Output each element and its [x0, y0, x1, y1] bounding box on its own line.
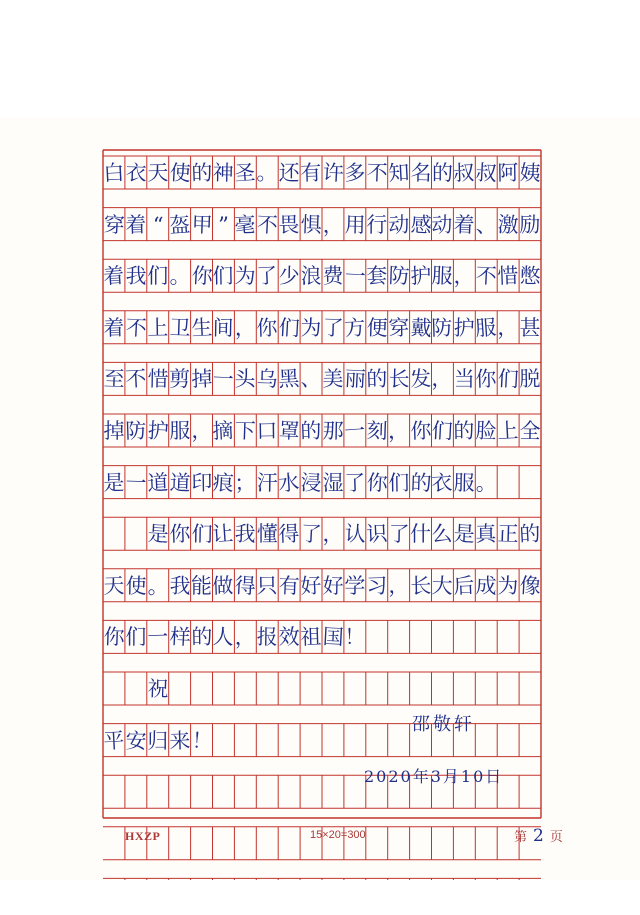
handwritten-char: 间	[212, 315, 235, 340]
handwritten-char: 认	[344, 521, 366, 547]
handwritten-char: 你	[256, 315, 279, 341]
handwritten-char: 们	[190, 522, 213, 547]
page-indicator	[514, 826, 563, 846]
handwritten-char: 服	[474, 315, 498, 341]
handwritten-char: 毫	[234, 212, 257, 237]
handwritten-char: 归	[147, 728, 169, 753]
handwritten-char: ”	[218, 212, 229, 237]
handwritten-char: 姨	[519, 160, 542, 186]
handwritten-char: 惜	[147, 367, 169, 392]
handwritten-char: 有	[278, 573, 301, 599]
letter-line	[0, 875, 640, 915]
handwritten-char: 衣	[431, 470, 454, 496]
handwritten-char: 效	[278, 625, 300, 650]
handwritten-char: ，	[431, 367, 454, 392]
handwritten-char: 了	[300, 521, 323, 547]
handwritten-char: 你	[168, 521, 191, 547]
handwritten-char: 不	[124, 366, 147, 392]
handwritten-char: 头	[234, 367, 256, 392]
handwritten-char: 了	[387, 522, 410, 547]
handwritten-char: 甚	[519, 315, 541, 340]
handwritten-char: 甲	[190, 212, 213, 237]
handwritten-char: 大	[431, 573, 454, 599]
handwritten-char: 畏	[278, 212, 300, 237]
handwritten-char: 穿	[387, 315, 410, 340]
handwritten-char: 一	[212, 366, 235, 392]
handwritten-char: 好	[299, 573, 322, 599]
handwritten-char: 。	[256, 160, 279, 186]
handwritten-char: 真	[475, 522, 497, 547]
handwritten-char: 的	[300, 418, 322, 444]
handwritten-char: 、	[300, 367, 323, 392]
handwritten-char: 不	[256, 212, 279, 238]
handwritten-char: ，	[234, 315, 256, 340]
handwritten-char: 使	[125, 573, 147, 598]
handwritten-char: 当	[453, 367, 475, 392]
handwritten-char: 丽	[343, 366, 367, 392]
handwritten-char: 刻	[365, 418, 388, 444]
handwritten-char: 还	[278, 161, 300, 185]
handwritten-char: 脸	[475, 418, 498, 444]
handwritten-char: 惧	[300, 212, 323, 237]
handwritten-char: 你	[475, 367, 498, 392]
handwritten-char: 阿	[497, 160, 519, 186]
handwritten-char: ，	[453, 264, 475, 289]
handwritten-char: 什	[410, 522, 432, 547]
handwritten-char: 的	[190, 625, 213, 650]
handwritten-char: 我	[125, 263, 147, 289]
handwritten-char: ！	[190, 728, 213, 754]
handwritten-char: 们	[387, 470, 410, 495]
handwritten-char: 服	[453, 470, 476, 495]
handwritten-char: 你	[103, 625, 125, 650]
handwritten-char: 护	[453, 315, 476, 340]
letter-date: 2020年3月10日	[364, 767, 504, 786]
handwritten-char: 白	[102, 160, 125, 186]
handwritten-char: 多	[344, 160, 366, 186]
handwritten-char: 水	[277, 469, 301, 496]
handwritten-char: 么	[431, 521, 454, 547]
page-number: 2	[533, 826, 544, 846]
handwritten-char: 口	[256, 418, 278, 444]
handwritten-char: 防	[124, 418, 147, 444]
handwritten-char: 长	[387, 367, 410, 392]
handwritten-char: 我	[168, 573, 191, 599]
handwritten-char: 湿	[322, 470, 344, 495]
handwritten-char: 着	[453, 212, 476, 237]
handwritten-char: 们	[212, 264, 235, 289]
handwritten-char: 识	[365, 521, 388, 547]
handwritten-char: 浸	[300, 470, 323, 495]
handwritten-char: 一	[343, 263, 367, 289]
handwritten-char: 圣	[233, 160, 257, 186]
handwritten-char: 黑	[277, 366, 301, 392]
handwritten-char: 叔	[453, 160, 476, 186]
handwritten-char: 不	[365, 160, 388, 186]
handwritten-char: 祝	[146, 676, 169, 702]
handwritten-char: 道	[168, 470, 191, 495]
handwritten-char: 感	[409, 212, 432, 238]
handwritten-char: 让	[211, 521, 235, 547]
handwritten-char: 只	[256, 573, 278, 598]
handwritten-char: 掉	[103, 419, 125, 443]
handwritten-char: 防	[387, 263, 410, 289]
handwritten-char: 护	[146, 418, 170, 444]
handwritten-char: 费	[321, 263, 344, 289]
handwritten-char: 为	[300, 315, 322, 340]
handwritten-char: 一	[146, 625, 169, 650]
handwritten-char: 的	[431, 161, 453, 185]
handwritten-char: 有	[300, 160, 322, 186]
handwritten-char: 名	[409, 160, 432, 186]
handwritten-char: 衣	[125, 160, 147, 186]
handwritten-char: ，	[387, 573, 410, 599]
handwritten-char: 能	[191, 573, 213, 598]
handwritten-char: 那	[322, 418, 344, 444]
handwritten-char: 浪	[300, 264, 322, 289]
handwritten-char: 卫	[168, 315, 191, 341]
handwritten-char: 们	[278, 315, 301, 341]
handwritten-char: 着	[102, 315, 125, 341]
handwritten-char: 印	[190, 470, 213, 495]
handwritten-char: 上	[496, 418, 520, 444]
grid-spec: 15×20=300	[310, 829, 366, 841]
handwritten-char: 长	[409, 573, 432, 598]
handwritten-char: 着	[124, 212, 147, 237]
handwritten-char: 。	[146, 573, 169, 599]
handwritten-char: 。	[475, 470, 497, 495]
handwritten-char: 为	[497, 573, 519, 598]
handwritten-char: 后	[453, 573, 476, 599]
handwritten-char: 脱	[519, 367, 541, 392]
handwritten-char: 安	[125, 728, 147, 753]
handwritten-char: 正	[497, 521, 520, 547]
handwritten-char: 至	[103, 367, 125, 392]
handwritten-char: 我	[234, 521, 257, 547]
handwritten-char: 不	[475, 263, 498, 289]
handwritten-char: 懂	[256, 522, 278, 547]
handwritten-char: 知	[387, 160, 410, 186]
handwritten-char: 乌	[256, 367, 279, 392]
handwritten-char: 摘	[212, 418, 235, 444]
handwritten-char: ，	[497, 315, 520, 341]
handwritten-char: 叔	[475, 160, 498, 186]
handwritten-char: 护	[409, 263, 432, 289]
page-suffix: 页	[549, 830, 563, 845]
handwritten-char: 来	[168, 728, 191, 753]
handwritten-char: 一	[125, 470, 147, 495]
handwritten-char: 着	[102, 263, 125, 289]
handwritten-char: 生	[190, 315, 213, 341]
handwritten-char: 你	[365, 470, 389, 496]
handwritten-char: 痕	[212, 470, 235, 496]
handwritten-char: 你	[409, 418, 432, 444]
handwritten-char: 们	[431, 418, 454, 444]
handwritten-char: 平	[102, 728, 125, 754]
handwritten-char: 穿	[103, 212, 126, 238]
handwritten-char: 是	[453, 521, 476, 547]
handwritten-char: 动	[431, 212, 454, 237]
handwritten-char: 神	[212, 160, 235, 186]
handwritten-char: 许	[322, 160, 345, 186]
handwritten-char: 做	[212, 573, 235, 599]
signature: 邵敬轩	[412, 714, 475, 735]
handwritten-char: 盔	[168, 211, 191, 238]
handwritten-char: 服	[431, 263, 454, 289]
handwritten-char: 们	[147, 264, 169, 289]
handwritten-char: 便	[365, 315, 388, 341]
handwritten-char: 了	[255, 263, 279, 289]
paper-brand: HXZP	[125, 829, 161, 843]
handwritten-char: 们	[125, 625, 147, 650]
handwritten-char: 掉	[190, 367, 213, 392]
handwritten-char: “	[152, 212, 164, 237]
handwritten-char: 惜	[497, 263, 519, 289]
page-prefix: 第	[514, 830, 528, 845]
handwritten-char: 方	[343, 315, 366, 341]
handwritten-char: 好	[322, 573, 344, 598]
handwritten-char: 的	[365, 367, 388, 392]
handwritten-char: 人	[212, 625, 235, 650]
handwritten-char: 习	[365, 573, 388, 599]
handwritten-char: 一	[343, 418, 366, 444]
handwritten-char: 了	[343, 470, 366, 495]
handwritten-char: 全	[519, 418, 541, 444]
handwritten-char: 为	[234, 263, 257, 289]
handwritten-char: 下	[234, 418, 257, 444]
handwritten-char: 祖	[300, 625, 322, 650]
handwritten-char: 是	[146, 521, 170, 547]
handwritten-char: 行	[366, 212, 388, 237]
handwritten-char: ，	[321, 212, 344, 238]
handwritten-char: 的	[453, 418, 475, 444]
handwritten-char: 上	[146, 315, 169, 340]
handwritten-char: 励	[519, 212, 541, 237]
handwritten-char: 天	[102, 573, 125, 599]
handwritten-char: ，	[190, 418, 213, 444]
handwritten-char: 成	[475, 573, 498, 599]
handwritten-char: 激	[497, 212, 520, 237]
handwritten-char: 不	[124, 315, 148, 341]
handwritten-char: 汗	[256, 470, 279, 495]
handwritten-char: 、	[474, 212, 498, 238]
handwritten-char: 罩	[278, 418, 301, 444]
handwritten-char: 。	[168, 263, 191, 289]
handwritten-char: 的	[409, 470, 432, 495]
handwritten-char: 们	[497, 366, 520, 392]
handwritten-char: 少	[278, 264, 300, 289]
handwritten-char: 服	[168, 418, 191, 444]
handwritten-char: ，	[322, 522, 344, 547]
handwritten-char: 的	[190, 160, 213, 186]
handwritten-char: 学	[344, 573, 366, 598]
handwritten-char: 美	[322, 367, 344, 392]
handwritten-char: ；	[234, 470, 257, 495]
handwritten-char: 戴	[409, 315, 432, 341]
handwritten-char: ！	[344, 625, 366, 650]
handwritten-char: 报	[256, 625, 279, 650]
handwritten-char: 憋	[519, 264, 541, 289]
handwritten-char: 天	[146, 160, 169, 186]
handwritten-char: 动	[387, 212, 410, 237]
handwritten-char: 剪	[169, 367, 191, 392]
handwritten-char: 国	[322, 624, 345, 650]
handwritten-char: 发	[408, 366, 432, 393]
handwritten-char: 得	[234, 573, 257, 599]
handwritten-char: 得	[278, 521, 300, 547]
handwritten-char: 使	[168, 160, 191, 186]
handwritten-char: ，	[234, 624, 257, 650]
handwritten-char: ，	[388, 419, 410, 443]
handwritten-char: 用	[344, 212, 366, 237]
handwritten-char: 是	[103, 470, 125, 495]
handwritten-char: 套	[365, 264, 388, 289]
handwritten-char: 的	[518, 521, 541, 547]
handwritten-char: 样	[168, 624, 191, 650]
handwritten-char: 像	[519, 573, 542, 599]
handwritten-char: 了	[322, 315, 344, 341]
handwritten-char: 你	[190, 263, 213, 289]
handwritten-char: 防	[431, 315, 454, 341]
handwritten-char: 道	[146, 470, 169, 496]
